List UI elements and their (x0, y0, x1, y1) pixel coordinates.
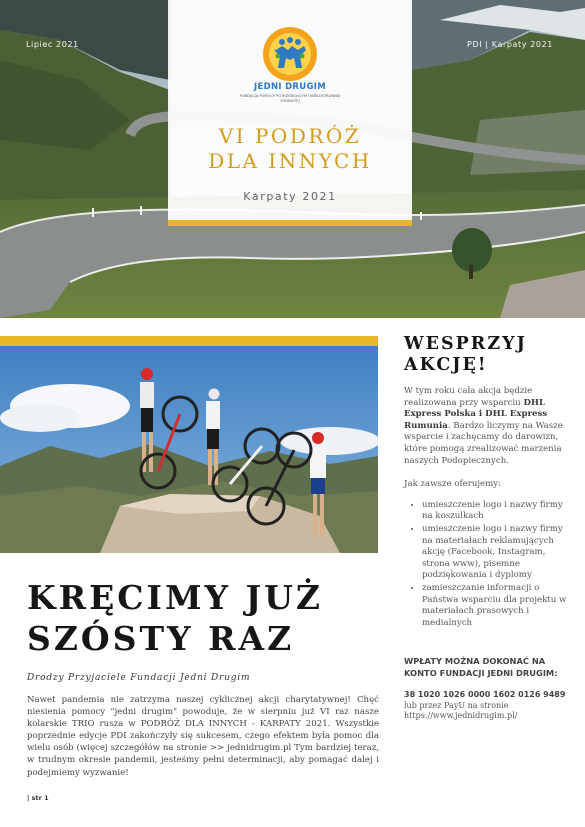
offer-item: • zamieszczanie informacji o Państwa wsparciu dla projektu w materiałach prasowych i medialnych (422, 583, 570, 629)
cyclists-illustration (0, 346, 378, 553)
people-circle-icon (262, 26, 318, 82)
logo-name: JEDNI DRUGIM (254, 82, 326, 92)
title-card-accent-bar (168, 220, 412, 226)
offer-item: • umieszczenie logo i nazwy firmy na materiałach reklamujących akcję (Facebook, Instagram, strona www), pisemne podziękowania i dyplomy (422, 524, 570, 582)
offer-item: • umieszczenie logo i nazwy firmy na koszulkach (422, 500, 570, 523)
title-card (168, 0, 412, 226)
article-headline-line-1: KRĘCIMY JUŻ (27, 578, 324, 617)
payment-note: lub przez PayU na stronie https://www.jednidrugim.pl/ (404, 700, 518, 721)
sidebar-title-line-2: AKCJĘ! (404, 355, 488, 375)
sidebar-intro (404, 386, 570, 467)
offer-heading: Jak zawsze oferujemy: (404, 479, 502, 490)
issue-date: Lipiec 2021 (26, 40, 79, 49)
photo-accent-bar (0, 336, 378, 346)
payment-details (404, 690, 570, 721)
article-salutation: Drodzy Przyjaciele Fundacji Jedni Drugim (27, 673, 251, 683)
support-sidebar (404, 334, 570, 722)
logo-subtitle: FUNDACJA POMOCY POTRZEBUJĄCYM i WIELOSTRONNEJ OSOBISTEJ (239, 94, 341, 103)
sidebar-intro-start: W tym roku cała akcja będzie realizowana przy wsparciu (404, 386, 533, 408)
sidebar-title-line-1: WESPRZYJ (404, 334, 527, 354)
payment-heading: WPŁATY MOŻNA DOKONAĆ NA KONTO FUNDACJI JEDNI DRUGIM: (404, 656, 558, 678)
page-number: | str 1 (27, 794, 49, 802)
article-body: Nawet pandemia nie zatrzyma naszej cyklicznej akcji charytatywnej! Chęć niesienia pomocy "jedni drugim" powoduje, że w sierpniu już VI raz nasze kolarskie TRIO rusza w PODRÓŻ DLA INNYCH - KARPATY 2021. Wszystkie poprzednie edycje PDI zakończyły się sukcesem, czego efektem była pomoc dla wielu osób (więcej szczegółów na stronie >> jednidrugim.pl Tym bardziej teraz, w trudnym okresie pandemii, jesteśmy pełni determinacji, aby pomagać dalej i podejmiemy wyzwanie! (27, 695, 379, 778)
article-headline (27, 577, 323, 659)
offer-list (404, 500, 570, 630)
cyclists-photo (0, 346, 378, 553)
bank-account-number: 38 1020 1026 0000 1602 0126 9489 (404, 690, 566, 700)
sidebar-intro-end: . Bardzo liczymy na Wasze wsparcie i zachęcamy do darowizn, które pomogą zrealizować marzenia naszych Podopiecznych. (404, 420, 563, 466)
event-title-line-1: VI PODRÓŻ (218, 124, 362, 148)
issue-label: PDI | Karpaty 2021 (467, 40, 553, 49)
sidebar-title (404, 334, 570, 376)
event-title-line-2: DLA INNYCH (208, 149, 372, 173)
article-headline-line-2: SZÓSTY RAZ (27, 619, 295, 658)
sidebar-intro-sponsors: DHL Express Polska i DHL Express Rumunia (404, 397, 548, 431)
event-title (168, 124, 412, 174)
foundation-logo (262, 26, 318, 82)
event-subtitle: Karpaty 2021 (243, 190, 337, 203)
